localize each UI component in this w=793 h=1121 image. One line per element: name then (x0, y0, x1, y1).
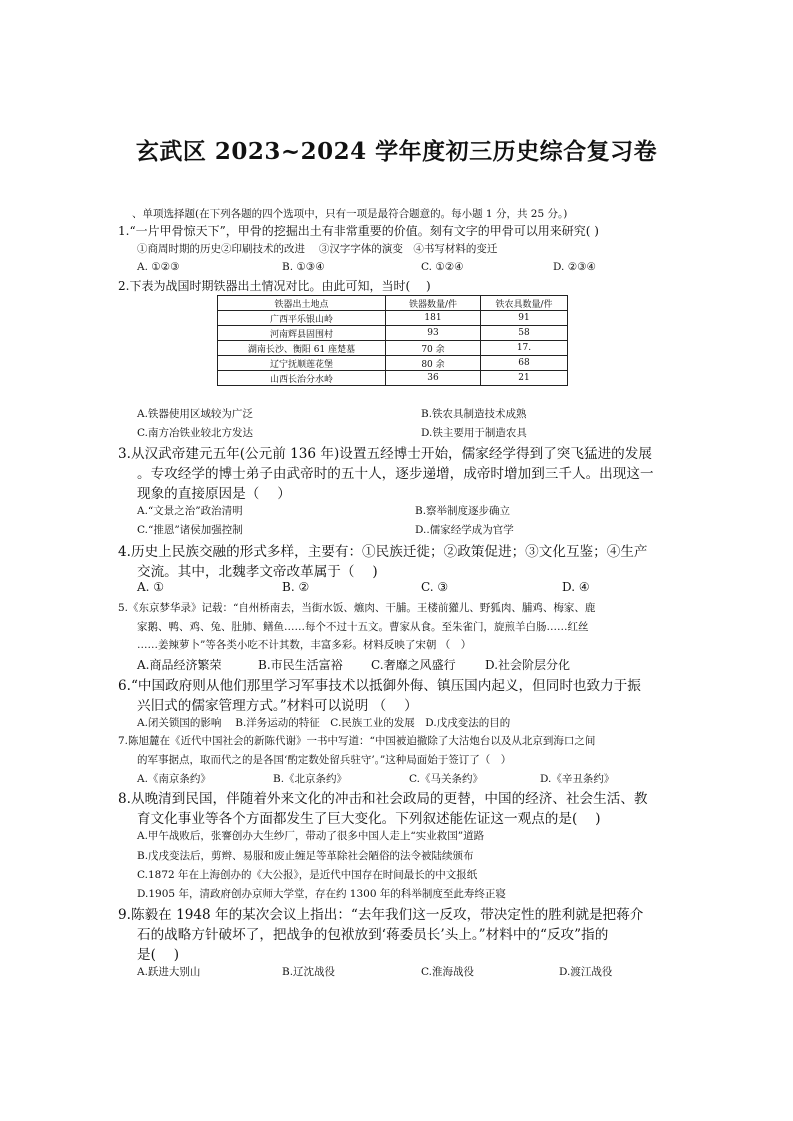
q9-line-2: 石的战略方针破坏了，把战争的包袱放到‘蒋委员长’头上。”材料中的“反攻”指的 (137, 927, 609, 943)
table-cell: 辽宁抚顺莲花堡 (218, 356, 386, 371)
q2-stem: 2.下表为战国时期铁器出土情况对比。由此可知，当时( ) (118, 279, 431, 293)
table-cell: 93 (386, 326, 481, 341)
q8-line-2: 育文化事业等各个方面都发生了巨大变化。下列叙述能佐证这一观点的是( ) (137, 811, 601, 827)
table-cell: 58 (481, 326, 568, 341)
q2-option-d[interactable]: D.铁主要用于制造农具 (421, 427, 527, 439)
table-cell: 山西长治分水岭 (218, 371, 386, 386)
table-cell: 21 (481, 371, 568, 386)
q3-option-b[interactable]: B.察举制度逐步确立 (415, 505, 511, 517)
table-cell: 湖南长沙、衡阳 61 座楚墓 (218, 341, 386, 356)
q5-line-3: ……姜辣萝卜”等各类小吃不计其数，丰富多彩。材料反映了宋朝 （ ） (137, 639, 472, 651)
q9-option-d[interactable]: D.渡江战役 (559, 966, 613, 978)
q4-line-1: 4.历史上民族交融的形式多样，主要有：①民族迁徙；②政策促进；③文化互鉴；④生产 (118, 544, 648, 560)
table-row (218, 356, 568, 371)
table-cell: 80 余 (386, 356, 481, 371)
q7-option-b[interactable]: B.《北京条约》 (273, 773, 348, 785)
table-header-row (218, 296, 568, 311)
q1-items: ①商周时期的历史②印刷技术的改进 ③汉字字体的演变 ④书写材料的变迁 (137, 243, 498, 255)
table-row (218, 371, 568, 386)
q7-option-c[interactable]: C.《马关条约》 (409, 773, 483, 785)
table-cell: 68 (481, 356, 568, 371)
q3-option-a[interactable]: A.“文景之治”政治清明 (137, 505, 243, 517)
q4-option-a[interactable]: A. ① (137, 580, 165, 594)
table-row (218, 326, 568, 341)
q7-option-d[interactable]: D.《辛丑条约》 (540, 773, 615, 785)
q5-option-c[interactable]: C.奢靡之风盛行 (371, 658, 456, 672)
q5-option-d[interactable]: D.社会阶层分化 (485, 658, 571, 672)
q1-option-b[interactable]: B. ①③④ (282, 261, 325, 273)
q5-line-1: 5.《东京梦华录》记载：“自州桥南去，当街水饭、爊肉、干脯。王楼前獾儿、野狐肉、脯鸡、梅家、鹿 (118, 602, 596, 614)
q5-line-2: 家鹅、鸭、鸡、兔、肚肺、鳝鱼……每个不过十五文。曹家从食。至朱雀门，旋煎羊白肠……红丝 (137, 621, 589, 633)
table-cell: 181 (386, 311, 481, 326)
q4-line-2: 交流。其中，北魏孝文帝改革属于（ ) (137, 564, 378, 580)
q7-line-1: 7.陈旭麓在《近代中国社会的新陈代谢》一书中写道：“中国被迫撤除了大沽炮台以及从北京到海口之间 (118, 735, 596, 747)
page-title: 玄武区 2023~2024 学年度初三历史综合复习卷 (135, 138, 658, 165)
q1-option-c[interactable]: C. ①②④ (421, 261, 464, 273)
q4-option-d[interactable]: D. ④ (562, 580, 590, 594)
q6-line-1: 6.“中国政府则从他们那里学习军事技术以抵御外侮、镇压国内起义，但同时也致力于振 (118, 678, 641, 694)
q9-option-b[interactable]: B.辽沈战役 (282, 966, 336, 978)
table-cell: 河南辉县固围村 (218, 326, 386, 341)
table-row (218, 341, 568, 356)
q8-option-c[interactable]: C.1872 年在上海创办的《大公报》，是近代中国存在时间最长的中文报纸 (137, 869, 478, 881)
q6-line-2: 兴旧式的儒家管理方式。”材料可以说明 （ ） (137, 698, 418, 714)
iron-table (217, 295, 568, 386)
q8-option-a[interactable]: A.甲午战败后，张謇创办大生纱厂，带动了很多中国人走上“实业救国”道路 (137, 830, 485, 842)
q1-option-a[interactable]: A. ①②③ (137, 261, 180, 273)
q8-option-b[interactable]: B.戊戌变法后，剪辫、易服和废止缠足等革除社会陋俗的法令被陆续颁布 (137, 850, 474, 862)
q9-option-c[interactable]: C.淮海战役 (421, 966, 474, 978)
q9-line-1: 9.陈毅在 1948 年的某次会议上指出：“去年我们这一反攻，带决定性的胜利就是把蒋介 (118, 907, 644, 923)
q3-line-2: 。专攻经学的博士弟子由武帝时的五十人，逐步递增，成帝时增加到三千人。出现这一 (137, 466, 654, 482)
q4-option-b[interactable]: B. ② (282, 580, 310, 594)
q5-option-b[interactable]: B.市民生活富裕 (258, 658, 343, 672)
q3-line-1: 3.从汉武帝建元五年(公元前 136 年)设置五经博士开始，儒家经学得到了突飞猛进的发展 (118, 446, 652, 462)
table-header: 铁器数量/件 (386, 296, 481, 311)
q2-option-c[interactable]: C.南方冶铁业较北方发达 (137, 427, 253, 439)
section-header: 、单项选择题(在下列各题的四个选项中，只有一项是最符合题意的。每小题 1 分，共 25 分。) (132, 208, 568, 220)
table-cell: 广西平乐银山岭 (218, 311, 386, 326)
q3-option-c[interactable]: C.“推恩”诸侯加强控制 (137, 524, 243, 536)
q5-option-a[interactable]: A.商品经济繁荣 (137, 658, 222, 672)
table-cell: 17. (481, 341, 568, 356)
q7-line-2: 的军事据点，取而代之的是各国‘酌定数处留兵驻守’。”这种局面始于签订了（ ） (137, 754, 512, 766)
q2-option-a[interactable]: A.铁器使用区域较为广泛 (137, 408, 253, 420)
q3-line-3: 现象的直接原因是（ ） (137, 486, 291, 502)
table-header: 铁器出土地点 (218, 296, 386, 311)
table-header: 铁农具数量/件 (481, 296, 568, 311)
q7-option-a[interactable]: A.《南京条约》 (137, 773, 211, 785)
table-row (218, 311, 568, 326)
q4-option-c[interactable]: C. ③ (421, 580, 449, 594)
q3-option-d[interactable]: D..儒家经学成为官学 (415, 524, 514, 536)
q2-option-b[interactable]: B.铁农具制造技术成熟 (421, 408, 527, 420)
table-cell: 70 余 (386, 341, 481, 356)
q1-stem: 1.“一片甲骨惊天下”，甲骨的挖掘出土有非常重要的价值。刻有文字的甲骨可以用来研究( ) (118, 224, 599, 238)
q9-option-a[interactable]: A.跃进大别山 (137, 966, 201, 978)
q8-option-d[interactable]: D.1905 年，清政府创办京师大学堂，存在约 1300 年的科举制度至此寿终正寝 (137, 888, 506, 900)
q1-option-d[interactable]: D. ②③④ (553, 261, 596, 273)
q8-line-1: 8.从晚清到民国，伴随着外来文化的冲击和社会政局的更替，中国的经济、社会生活、教 (118, 791, 648, 807)
table-cell: 36 (386, 371, 481, 386)
q9-line-3: 是( ) (137, 947, 180, 963)
q6-options[interactable]: A.闭关锁国的影响 B.洋务运动的特征 C.民族工业的发展 D.戊戌变法的目的 (137, 717, 511, 729)
table-cell: 91 (481, 311, 568, 326)
